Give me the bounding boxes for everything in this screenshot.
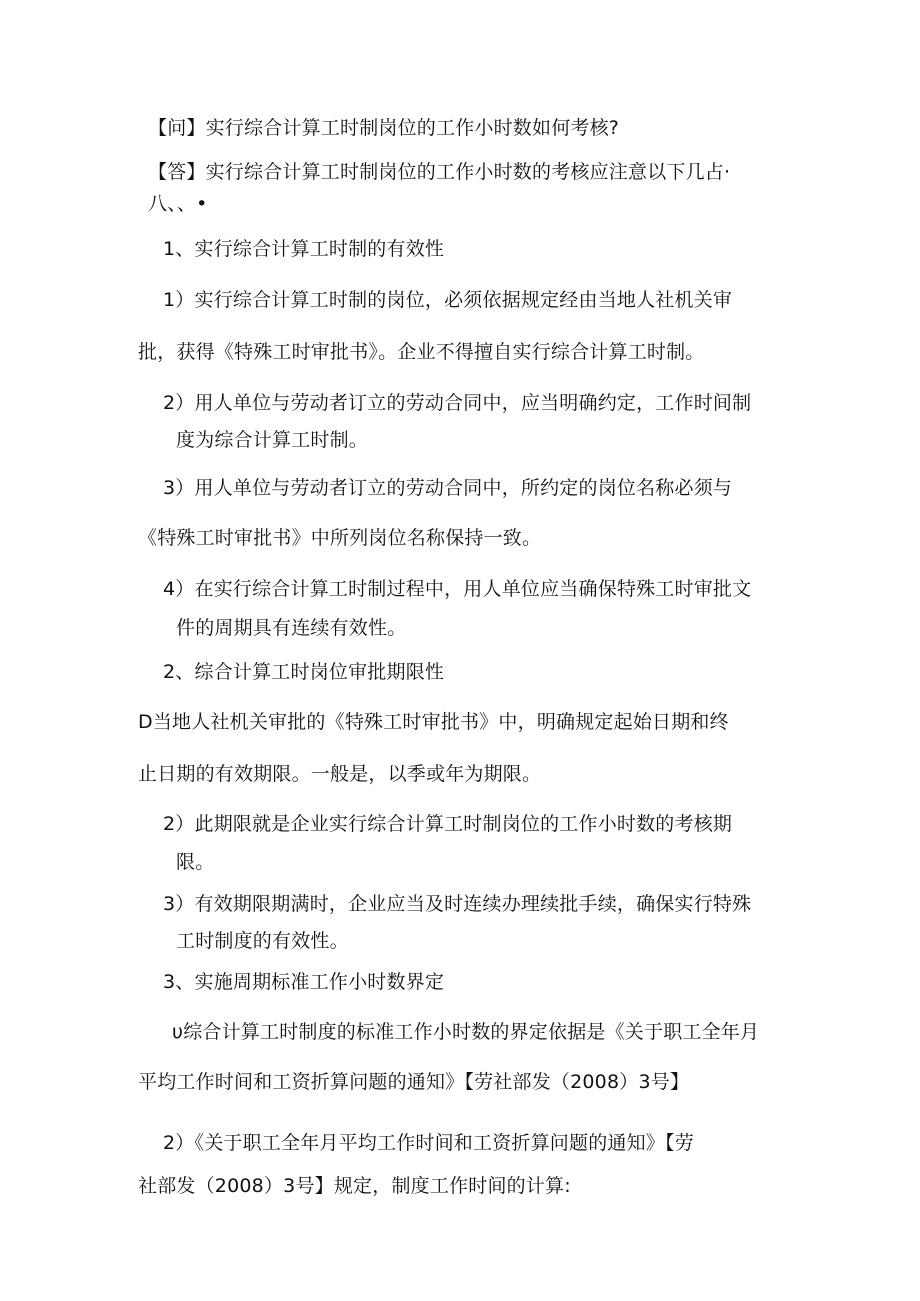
s1-para-1-line-2: 批，获得《特殊工时审批书》。企业不得擅自实行综合计算工时制。: [138, 341, 705, 363]
s1-para-2-line-1: 2）用人单位与劳动者订立的劳动合同中，应当明确约定，工作时间制: [163, 392, 752, 414]
s2-para-1-line-2: 止日期的有效期限。一般是，以季或年为期限。: [138, 763, 542, 785]
s2-para-2-line-1: 2）此期限就是企业实行综合计算工时制岗位的工作小时数的考核期: [163, 813, 733, 835]
s2-para-1-line-1: D当地人社机关审批的《特殊工时审批书》中，明确规定起始日期和终: [138, 711, 729, 733]
s3-para-1-line-1: υ综合计算工时制度的标准工作小时数的界定依据是《关于职工全年月: [172, 1021, 760, 1043]
s2-para-3-line-1: 3）有效期限期满时，企业应当及时连续办理续批手续，确保实行特殊: [163, 893, 752, 915]
s3-para-2-line-1: 2）《关于职工全年月平均工作时间和工资折算问题的通知》【劳: [163, 1132, 694, 1154]
s1-para-1-line-1: 1）实行综合计算工时制的岗位，必须依据规定经由当地人社机关审: [163, 289, 733, 311]
section-1-title: 1、实行综合计算工时制的有效性: [163, 238, 445, 260]
s1-para-3-line-2: 《特殊工时审批书》中所列岗位名称保持一致。: [138, 527, 542, 549]
s1-para-2-line-2: 度为综合计算工时制。: [176, 429, 369, 451]
s2-para-3-line-2: 工时制度的有效性。: [176, 930, 349, 952]
s3-para-2-line-2: 社部发（2008）3号】规定，制度工作时间的计算:: [138, 1175, 571, 1197]
section-3-title: 3、实施周期标准工作小时数界定: [163, 971, 445, 993]
s1-para-3-line-1: 3）用人单位与劳动者订立的劳动合同中，所约定的岗位名称必须与: [163, 477, 733, 499]
answer-line-1: 【答】实行综合计算工时制岗位的工作小时数的考核应注意以下几占·: [148, 161, 731, 183]
s1-para-4-line-1: 4）在实行综合计算工时制过程中，用人单位应当确保特殊工时审批文: [163, 578, 752, 600]
question-line: 【问】实行综合计算工时制岗位的工作小时数如何考核?: [148, 117, 620, 139]
section-2-title: 2、综合计算工时岗位审批期限性: [163, 661, 445, 683]
s2-para-2-line-2: 限。: [176, 851, 215, 873]
answer-line-2: 八、、•: [148, 193, 208, 215]
s3-para-1-line-2: 平均工作时间和工资折算问题的通知》【劳社部发（2008）3号】: [138, 1071, 690, 1093]
s1-para-4-line-2: 件的周期具有连续有效性。: [176, 617, 407, 639]
